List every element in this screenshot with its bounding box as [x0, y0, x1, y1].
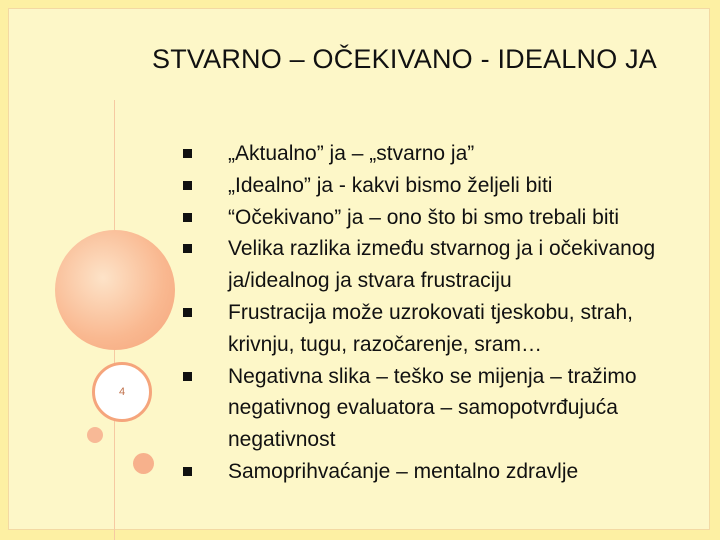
bullet-text: Negativna slika – teško se mijenja – tražimo negativnog evaluatora – samopotvrđujuća negativnost — [228, 364, 637, 452]
slide-title: STVARNO – OČEKIVANO - IDEALNO JA — [152, 44, 658, 74]
bullet-item — [182, 233, 702, 297]
square-bullet-icon — [183, 244, 192, 253]
bullet-text: „Aktualno” ja – „stvarno ja” — [228, 142, 475, 165]
bullet-text: „Idealno” ja - kakvi bismo željeli biti — [228, 173, 553, 197]
square-bullet-icon — [183, 308, 192, 317]
bullet-text: Velika razlika između stvarnog ja i očekivanog ja/idealnog ja stvara frustraciju — [228, 237, 656, 293]
square-bullet-icon — [183, 181, 192, 190]
bullet-item — [182, 361, 702, 456]
decorative-large-circle — [55, 230, 175, 350]
bullet-item — [182, 297, 702, 361]
bullet-text: Samoprihvaćanje – mentalno zdravlje — [228, 459, 579, 483]
decorative-small-circle-2 — [133, 453, 154, 474]
square-bullet-icon — [183, 467, 192, 476]
bullet-item — [182, 138, 702, 170]
slide-number: 4 — [118, 386, 126, 398]
bullet-list — [182, 138, 702, 488]
bullet-item — [182, 170, 702, 202]
square-bullet-icon — [183, 372, 192, 381]
bullet-item — [182, 202, 702, 234]
square-bullet-icon — [183, 213, 192, 222]
bullet-text: “Očekivano” ja – ono što bi smo trebali biti — [228, 205, 620, 229]
decorative-small-circle — [87, 427, 103, 443]
square-bullet-icon — [183, 149, 192, 158]
bullet-item — [182, 456, 702, 488]
bullet-text: Frustracija može uzrokovati tjeskobu, strah, krivnju, tugu, razočarenje, sram… — [228, 300, 633, 356]
